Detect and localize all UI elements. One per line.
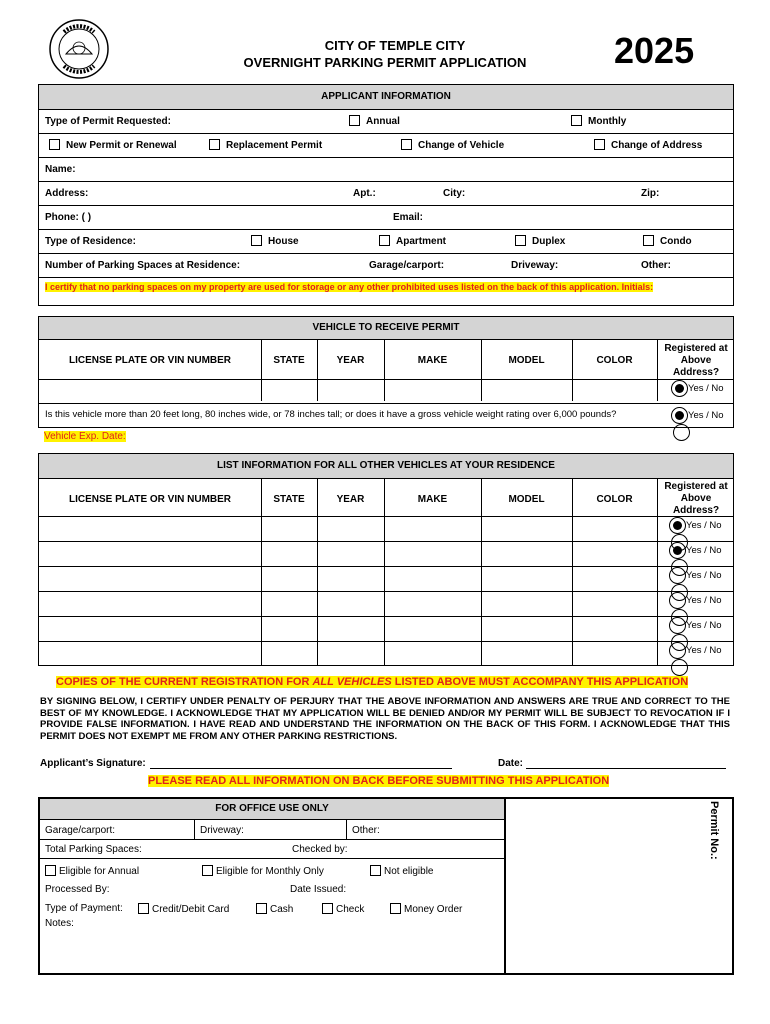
row6-yes-no[interactable]: Yes / No: [669, 642, 733, 676]
other-vehicles-section: [38, 453, 734, 666]
payment-label: Type of Payment:: [45, 903, 123, 914]
other-field[interactable]: Other:: [641, 260, 671, 271]
monthly-option[interactable]: Monthly: [571, 115, 626, 127]
new-permit-option[interactable]: New Permit or Renewal: [49, 139, 177, 151]
other-col-state: STATE: [273, 494, 305, 505]
applicant-header: APPLICANT INFORMATION: [39, 85, 733, 110]
row1-yes-no[interactable]: Yes / No: [669, 517, 733, 551]
row3-yes-no[interactable]: Yes / No: [669, 567, 733, 601]
garage-field[interactable]: Garage/carport:: [369, 260, 445, 271]
office-other[interactable]: Other:: [352, 825, 380, 836]
duplex-option[interactable]: Duplex: [515, 235, 565, 247]
apartment-option[interactable]: Apartment: [379, 235, 446, 247]
change-vehicle-option[interactable]: Change of Vehicle: [401, 139, 504, 151]
change-address-option[interactable]: Change of Address: [594, 139, 702, 151]
city-seal: [48, 18, 110, 80]
declaration-text: BY SIGNING BELOW, I CERTIFY UNDER PENALTY OF PERJURY THAT THE ABOVE INFORMATION AND ANSWERS ARE TRUE AND CORRECT TO THE BEST OF MY KNOWLEDGE. I ACKNOWLEDGE THAT MY APPLICATION WILL BE DENIED AND/OR MY PERMIT WILL BE SUBJECT TO REVOCATION IF I PROVIDE FALSE INFORMATION. I HAVE READ AND UNDERSTAND THE INFORMATION ON THE BACK OF THIS FORM. I ACKNOWLEDGE THAT THIS PERMIT DOES NOT EXEMPT ME FROM ANY OTHER PARKING RESTRICTIONS.: [40, 696, 730, 742]
not-eligible[interactable]: Not eligible: [370, 865, 433, 877]
applicant-section: [38, 84, 734, 306]
title-year: 2025: [614, 30, 695, 71]
city-field[interactable]: City:: [443, 188, 466, 199]
house-option[interactable]: House: [251, 235, 299, 247]
elig-annual[interactable]: Eligible for Annual: [45, 865, 139, 877]
annual-option[interactable]: Annual: [349, 115, 400, 127]
copies-notice: COPIES OF THE CURRENT REGISTRATION FOR ALL VEHICLES LISTED ABOVE MUST ACCOMPANY THIS APPLICATION: [56, 676, 689, 688]
signature-line[interactable]: [150, 768, 452, 769]
other-col-color: COLOR: [596, 494, 633, 505]
col-model: MODEL: [508, 355, 545, 366]
office-header: FOR OFFICE USE ONLY: [40, 799, 504, 820]
date-label: Date:: [498, 758, 524, 769]
oversize-question: Is this vehicle more than 20 feet long, 80 inches wide, or 78 inches tall; or does it have a gross vehicle weight rating over 6,000 pounds?: [45, 409, 617, 420]
permit-type-label: Type of Permit Requested:: [45, 116, 171, 127]
notes-field[interactable]: Notes:: [45, 918, 74, 929]
date-issued[interactable]: Date Issued:: [290, 884, 347, 895]
signature-label: Applicant’s Signature:: [40, 758, 146, 769]
office-checked[interactable]: Checked by:: [292, 844, 348, 855]
col-state: STATE: [273, 355, 305, 366]
spaces-label: Number of Parking Spaces at Residence:: [45, 260, 241, 271]
row2-yes-no[interactable]: Yes / No: [669, 542, 733, 576]
col-make: MAKE: [417, 355, 448, 366]
phone-field[interactable]: Phone: ( ): [45, 212, 92, 223]
processed-by[interactable]: Processed By:: [45, 884, 110, 895]
address-field[interactable]: Address:: [45, 188, 89, 199]
zip-field[interactable]: Zip:: [641, 188, 660, 199]
driveway-field[interactable]: Driveway:: [511, 260, 559, 271]
replacement-option[interactable]: Replacement Permit: [209, 139, 322, 151]
other-col-registered: Registered at Above Address?: [664, 481, 728, 516]
oversize-yes-no[interactable]: Yes / No: [671, 407, 733, 441]
pay-cash[interactable]: Cash: [256, 903, 293, 915]
elig-monthly[interactable]: Eligible for Monthly Only: [202, 865, 324, 877]
other-vehicles-header: LIST INFORMATION FOR ALL OTHER VEHICLES AT YOUR RESIDENCE: [39, 454, 733, 479]
date-line[interactable]: [526, 768, 726, 769]
office-garage[interactable]: Garage/carport:: [45, 825, 116, 836]
name-field[interactable]: Name:: [45, 164, 76, 175]
email-field[interactable]: Email:: [393, 212, 424, 223]
col-registered: Registered at Above Address?: [664, 343, 728, 378]
row4-yes-no[interactable]: Yes / No: [669, 592, 733, 626]
vehicle-exp-date[interactable]: Vehicle Exp. Date:: [44, 431, 126, 442]
other-col-model: MODEL: [508, 494, 545, 505]
col-color: COLOR: [596, 355, 633, 366]
office-total[interactable]: Total Parking Spaces:: [45, 844, 142, 855]
pay-credit[interactable]: Credit/Debit Card: [138, 903, 229, 915]
condo-option[interactable]: Condo: [643, 235, 692, 247]
title-line-1: CITY OF TEMPLE CITY: [324, 38, 466, 53]
registered-yes-no[interactable]: Yes / No: [671, 380, 724, 397]
row5-yes-no[interactable]: Yes / No: [669, 617, 733, 651]
office-section: [38, 797, 734, 975]
read-notice: PLEASE READ ALL INFORMATION ON BACK BEFORE SUBMITTING THIS APPLICATION: [148, 775, 610, 787]
apt-field[interactable]: Apt.:: [353, 188, 376, 199]
certify-statement: I certify that no parking spaces on my property are used for storage or any other prohibited uses listed on the back of this application. Initials:: [45, 282, 654, 292]
pay-check[interactable]: Check: [322, 903, 364, 915]
title-line-2: OVERNIGHT PARKING PERMIT APPLICATION: [243, 55, 527, 70]
vehicle-section: [38, 316, 734, 428]
other-col-year: YEAR: [336, 494, 365, 505]
other-col-make: MAKE: [417, 494, 448, 505]
office-driveway[interactable]: Driveway:: [200, 825, 244, 836]
permit-number-field[interactable]: Permit No.:: [708, 801, 720, 860]
col-plate: LICENSE PLATE OR VIN NUMBER: [68, 355, 232, 366]
pay-money-order[interactable]: Money Order: [390, 903, 462, 915]
other-col-plate: LICENSE PLATE OR VIN NUMBER: [68, 494, 232, 505]
annual-checkbox[interactable]: [349, 115, 360, 126]
col-year: YEAR: [336, 355, 365, 366]
vehicle-header: VEHICLE TO RECEIVE PERMIT: [39, 317, 733, 340]
monthly-checkbox[interactable]: [571, 115, 582, 126]
residence-label: Type of Residence:: [45, 236, 136, 247]
